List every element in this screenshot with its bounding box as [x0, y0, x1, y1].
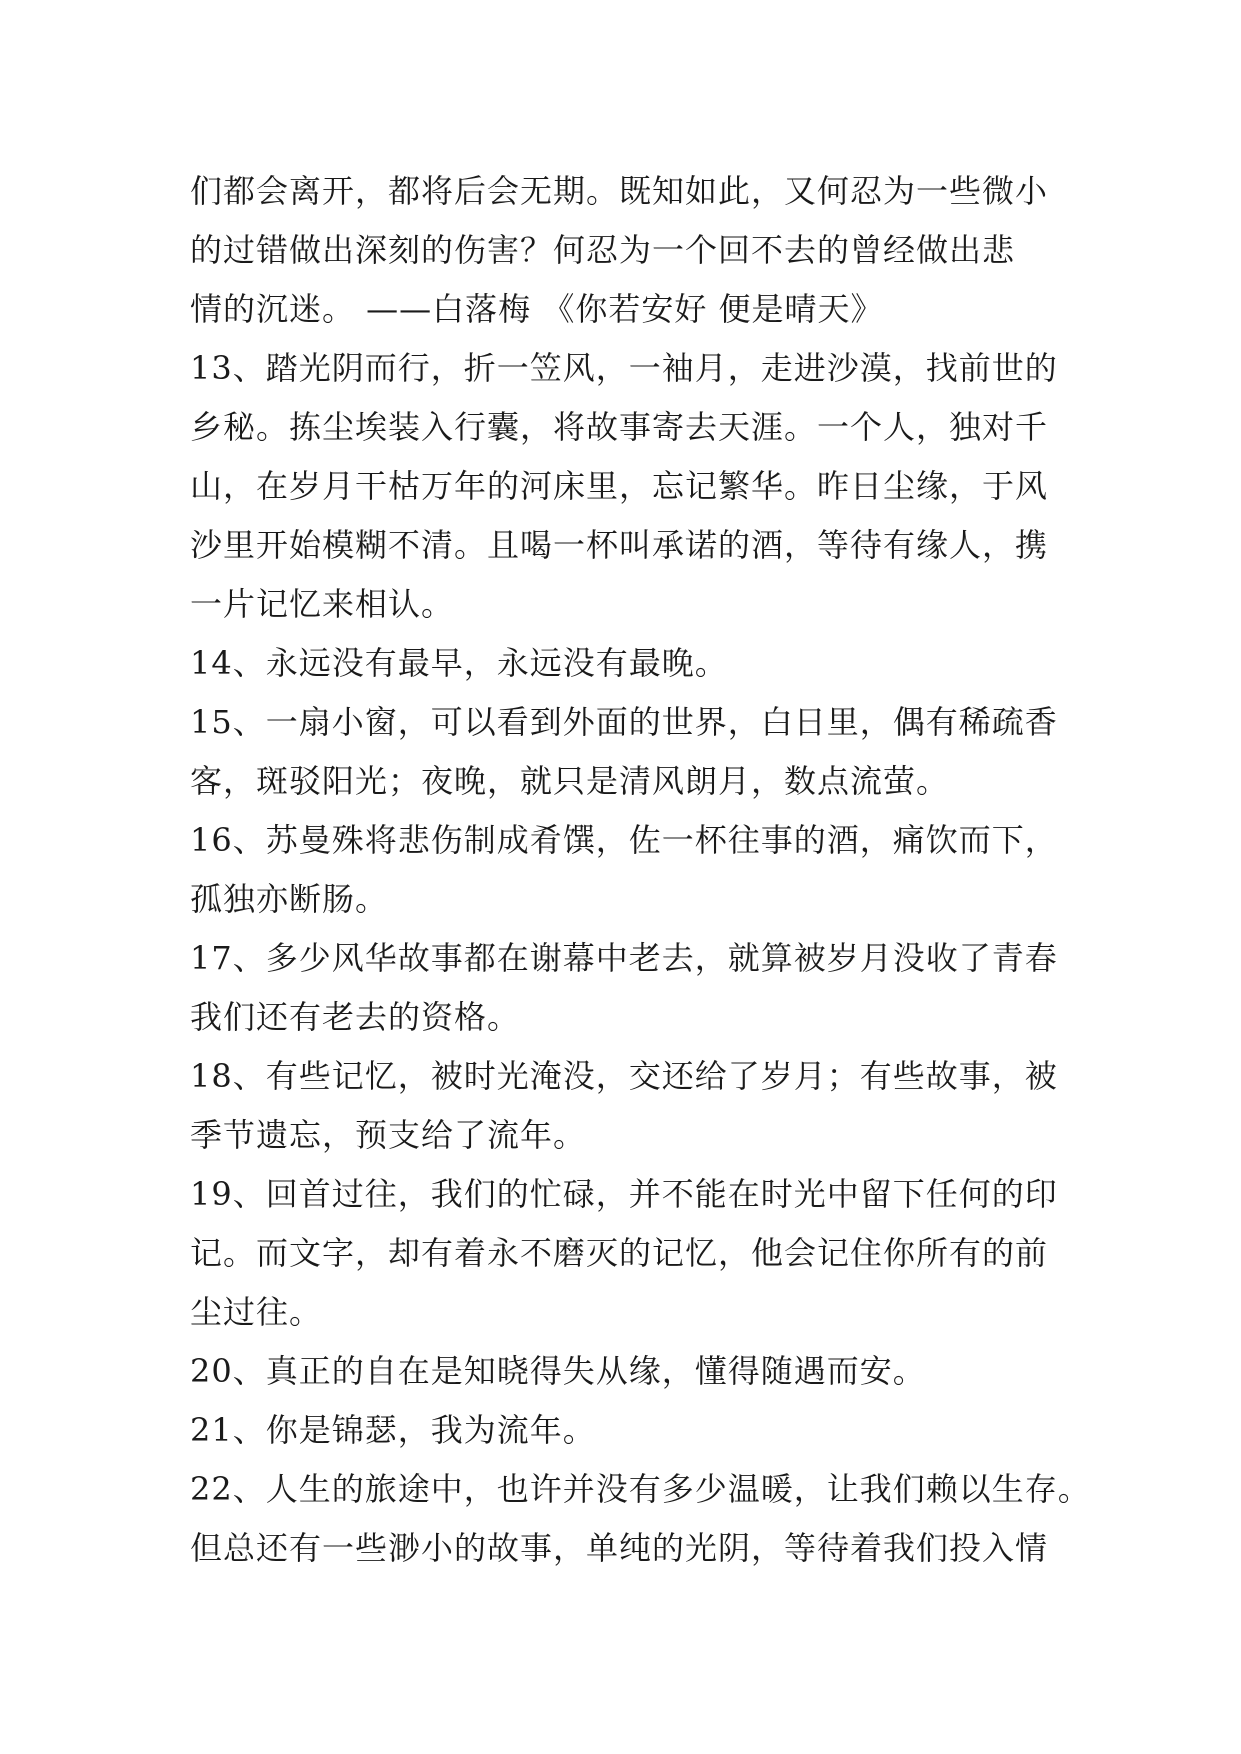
text-line: 的过错做出深刻的伤害？何忍为一个回不去的曾经做出悲: [190, 231, 1016, 269]
text-line: 山，在岁月干枯万年的河床里，忘记繁华。昨日尘缘，于风: [190, 467, 1049, 505]
text-line: 20、真正的自在是知晓得失从缘，懂得随遇而安。: [190, 1352, 926, 1390]
text-line: 15、一扇小窗，可以看到外面的世界，白日里，偶有稀疏香: [190, 703, 1058, 741]
text-line: 孤独亦断肠。: [190, 880, 389, 918]
document-body: [190, 162, 1091, 1578]
text-line: 我们还有老去的资格。: [190, 998, 521, 1036]
text-line: 14、永远没有最早，永远没有最晚。: [190, 644, 728, 682]
text-line: 但总还有一些渺小的故事，单纯的光阴，等待着我们投入情: [190, 1529, 1049, 1567]
text-line: 22、人生的旅途中，也许并没有多少温暖，让我们赖以生存。: [190, 1470, 1091, 1508]
text-line: 17、多少风华故事都在谢幕中老去，就算被岁月没收了青春: [190, 939, 1058, 977]
text-line: 季节遗忘，预支给了流年。: [190, 1116, 587, 1154]
text-line: 记。而文字，却有着永不磨灭的记忆，他会记住你所有的前: [190, 1234, 1049, 1272]
text-line: 乡秘。拣尘埃装入行囊，将故事寄去天涯。一个人，独对千: [190, 408, 1049, 446]
text-line: 19、回首过往，我们的忙碌，并不能在时光中留下任何的印: [190, 1175, 1058, 1213]
text-line: 情的沉迷。 ——白落梅 《你若安好 便是晴天》: [190, 290, 884, 328]
text-line: 们都会离开，都将后会无期。既知如此，又何忍为一些微小: [190, 172, 1049, 210]
text-line: 16、苏曼殊将悲伤制成肴馔，佐一杯往事的酒，痛饮而下，: [190, 821, 1058, 859]
text-line: 沙里开始模糊不清。且喝一杯叫承诺的酒，等待有缘人，携: [190, 526, 1049, 564]
text-line: 13、踏光阴而行，折一笠风，一袖月，走进沙漠，找前世的: [190, 349, 1058, 387]
text-line: 18、有些记忆，被时光淹没，交还给了岁月；有些故事，被: [190, 1057, 1058, 1095]
text-line: 尘过往。: [190, 1293, 323, 1331]
text-line: 一片记忆来相认。: [190, 585, 455, 623]
text-line: 客，斑驳阳光；夜晚，就只是清风朗月，数点流萤。: [190, 762, 950, 800]
text-line: 21、你是锦瑟，我为流年。: [190, 1411, 596, 1449]
